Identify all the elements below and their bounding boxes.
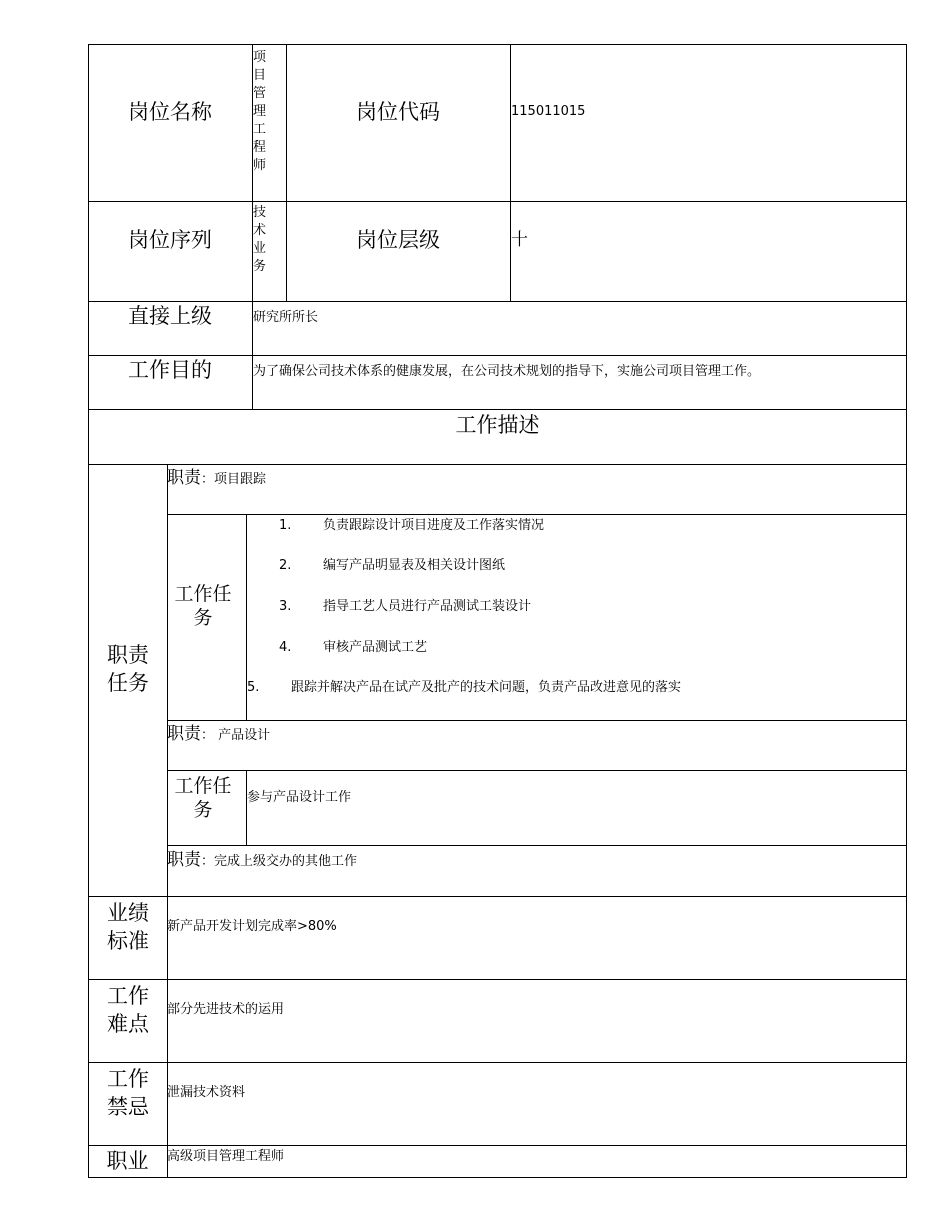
superior-value: 研究所所长 (253, 310, 319, 325)
col-divider (286, 44, 287, 302)
table-border-bottom (88, 1177, 907, 1178)
task-item: 审核产品测试工艺 (323, 640, 428, 655)
task-number: 5. (247, 680, 260, 695)
sequence-label: 岗位序列 (128, 228, 212, 252)
row-divider (167, 720, 907, 721)
difficulty-label: 工作难点 (107, 984, 149, 1036)
duty-label: 职责 (167, 724, 201, 744)
task-number: 1. (279, 518, 292, 533)
duty-3 (167, 850, 357, 870)
level-label: 岗位层级 (356, 228, 440, 252)
task-item: 指导工艺人员进行产品测试工装设计 (323, 599, 532, 614)
sequence-value: 技术业务 (253, 205, 267, 274)
row-divider (88, 201, 907, 202)
row-divider (88, 355, 907, 356)
purpose-value: 为了确保公司技术体系的健康发展，在公司技术规划的指导下，实施公司项目管理工作。 (253, 364, 761, 379)
performance-label: 业绩标准 (107, 901, 149, 953)
duty-text: ：项目跟踪 (201, 472, 267, 487)
task-number: 3. (279, 599, 292, 614)
row-divider (88, 409, 907, 410)
position-code-label: 岗位代码 (356, 100, 440, 124)
superior-label: 直接上级 (128, 304, 212, 328)
position-name-label: 岗位名称 (128, 100, 212, 124)
row-divider (88, 1145, 907, 1146)
row-divider (167, 514, 907, 515)
row-divider (167, 770, 907, 771)
task-item: 编写产品明显表及相关设计图纸 (323, 558, 506, 573)
level-value: 十 (511, 230, 528, 250)
difficulty-value: 部分先进技术的运用 (167, 1002, 285, 1017)
task-item: 负责跟踪设计项目进度及工作落实情况 (323, 518, 545, 533)
row-divider (88, 464, 907, 465)
table-border-top (88, 44, 907, 45)
col-divider (167, 464, 168, 1178)
duties-label: 职责任务 (107, 643, 149, 695)
table-border-left (88, 44, 89, 1178)
duty-2 (167, 724, 270, 744)
col-divider (510, 44, 511, 302)
duty-1 (167, 468, 266, 488)
task-number: 4. (279, 640, 292, 655)
row-divider (167, 845, 907, 846)
position-name-value: 项目管理工程师 (253, 50, 267, 173)
purpose-label: 工作目的 (128, 358, 212, 382)
career-label: 职业 (106, 1149, 149, 1173)
taboo-label: 工作禁忌 (107, 1067, 149, 1119)
duty-label: 职责 (167, 468, 201, 488)
duty-text: ：完成上级交办的其他工作 (201, 854, 358, 869)
row-divider (88, 301, 907, 302)
task-label: 工作任务 (174, 583, 232, 629)
task-number: 2. (279, 558, 292, 573)
section-title: 工作描述 (455, 413, 540, 437)
task-item: 跟踪并解决产品在试产及批产的技术问题，负责产品改进意见的落实 (291, 680, 682, 695)
table-border-right (906, 44, 907, 1178)
career-value: 高级项目管理工程师 (167, 1149, 285, 1164)
position-code-value: 115011015 (511, 104, 586, 119)
taboo-value: 泄漏技术资料 (167, 1085, 246, 1100)
duty-text: ： 产品设计 (201, 728, 271, 743)
task-label: 工作任务 (174, 775, 232, 821)
col-divider (246, 770, 247, 846)
duty-label: 职责 (167, 850, 201, 870)
performance-value: 新产品开发计划完成率>80% (167, 919, 337, 934)
row-divider (88, 1062, 907, 1063)
task-item: 参与产品设计工作 (247, 790, 352, 805)
row-divider (88, 896, 907, 897)
row-divider (88, 979, 907, 980)
